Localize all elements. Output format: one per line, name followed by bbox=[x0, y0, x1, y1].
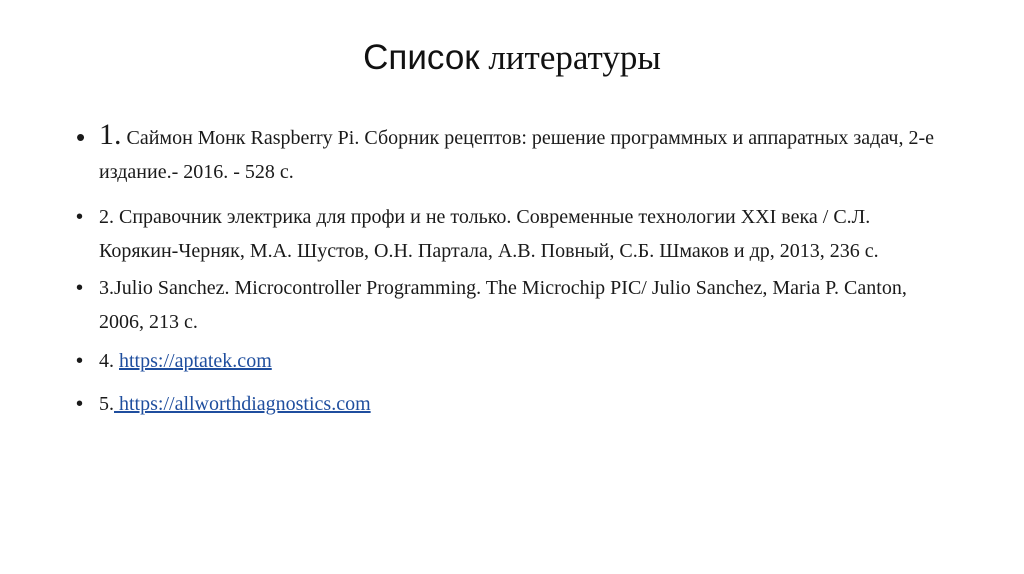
reference-number: 1. bbox=[99, 118, 122, 151]
reference-item-5 bbox=[78, 387, 938, 421]
reference-text: 3.Julio Sanchez. Microcontroller Programming. The Microchip PIC/ Julio Sanchez, Maria P. Canton, 2006, 213 c. bbox=[99, 277, 907, 333]
reference-item-2 bbox=[78, 200, 938, 268]
reference-link-allworth[interactable]: https://allworthdiagnostics.com bbox=[114, 393, 371, 415]
reference-item-4 bbox=[78, 344, 938, 378]
bullet-icon: • bbox=[76, 393, 84, 415]
reference-item-3 bbox=[78, 271, 938, 339]
reference-text: 1. Саймон Монк Raspberry Pi. Сборник рецептов: решение программных и аппаратных задач, 2-е издание.- 2016. - 528 с. bbox=[99, 118, 935, 183]
bullet-icon: • bbox=[76, 206, 84, 228]
bullet-icon: • bbox=[76, 277, 84, 299]
reference-text: 4. https://aptatek.com bbox=[99, 350, 272, 372]
bullet-icon: • bbox=[76, 350, 84, 372]
reference-text: 5. https://allworthdiagnostics.com bbox=[99, 393, 371, 415]
slide-title bbox=[0, 36, 1024, 80]
bullet-icon: • bbox=[76, 122, 86, 152]
title-word-1: Список bbox=[363, 38, 480, 77]
title-word-2: литературы bbox=[488, 38, 661, 77]
reference-text: 2. Справочник электрика для профи и не только. Современные технологии XXI века / С.Л. Корякин-Черняк, М.А. Шустов, О.Н. Партала, А.В. Повный, С.Б. Шмаков и др, 2013, 236 с. bbox=[99, 206, 879, 262]
reference-item-1 bbox=[78, 118, 938, 189]
reference-link-aptatek[interactable]: https://aptatek.com bbox=[119, 350, 272, 372]
